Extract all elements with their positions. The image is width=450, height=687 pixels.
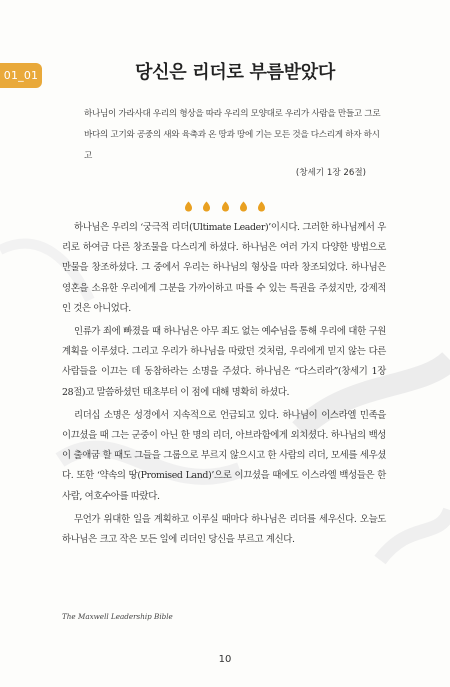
ornament-divider bbox=[0, 197, 450, 209]
flame-icon bbox=[257, 197, 266, 216]
body-paragraph: 리더십 소명은 성경에서 지속적으로 언급되고 있다. 하나님이 이스라엘 민족을 이끄셨을 때 그는 군중이 아닌 한 명의 리더, 아브라함에게 외치셨다. 하나님의 백성이 출애굽 할 때도 그들을 그룹으로 부르지 않으시고 한 사람의 리더, 모세를 세우셨다. 또한 ‘약속의 땅(Promised Land)’으로 이끄셨을 때에도 이스라엘 백성들은 한 사람, 여호수아를 따랐다. bbox=[62, 409, 386, 502]
body-text bbox=[62, 218, 386, 553]
scripture-reference: (창세기 1장 26절) bbox=[295, 168, 366, 178]
scripture-quote: 하나님이 가라사대 우리의 형상을 따라 우리의 모양대로 우리가 사람을 만들고 그로 바다의 고기와 공중의 새와 육축과 온 땅과 땅에 기는 모든 것을 다스리게 하자 하시고 bbox=[84, 109, 381, 161]
body-paragraph: 무언가 위대한 일을 계획하고 이루실 때마다 하나님은 리더를 세우신다. 오늘도 하나님은 크고 작은 모든 일에 리더인 당신을 부르고 계신다. bbox=[62, 513, 386, 546]
flame-icon bbox=[221, 197, 230, 216]
page-number: 10 bbox=[218, 654, 232, 665]
flame-icon bbox=[184, 197, 193, 216]
running-footer-title: The Maxwell Leadership Bible bbox=[62, 612, 173, 621]
flame-icon bbox=[202, 197, 211, 216]
section-tab: 01_01 bbox=[0, 63, 42, 88]
page-title: 당신은 리더로 부름받았다 bbox=[135, 62, 335, 83]
body-paragraph: 인류가 죄에 빠졌을 때 하나님은 아무 죄도 없는 예수님을 통해 우리에 대한 구원 계획을 이루셨다. 그리고 우리가 하나님을 따랐던 것처럼, 우리에게 믿지 않는 다른 사람들을 이끄는 데 동참하라는 소명을 주셨다. 하나님은 “다스리라”(창세기 1장 28절)고 말씀하셨던 태초부터 이 점에 대해 명확히 하셨다. bbox=[62, 326, 386, 398]
flame-icon bbox=[239, 197, 248, 216]
body-paragraph: 하나님은 우리의 ‘궁극적 리더(Ultimate Leader)’이시다. 그러한 하나님께서 우리로 하여금 다른 창조물을 다스리게 하셨다. 하나님은 여러 가지 다양한 방법으로 만물을 창조하셨다. 그 중에서 우리는 하나님의 형상을 따라 창조되었다. 하나님은 영혼을 소유한 우리에게 그분을 가까이하고 따를 수 있는 특권을 주셨지만, 강제적인 것은 아니었다. bbox=[62, 222, 386, 314]
